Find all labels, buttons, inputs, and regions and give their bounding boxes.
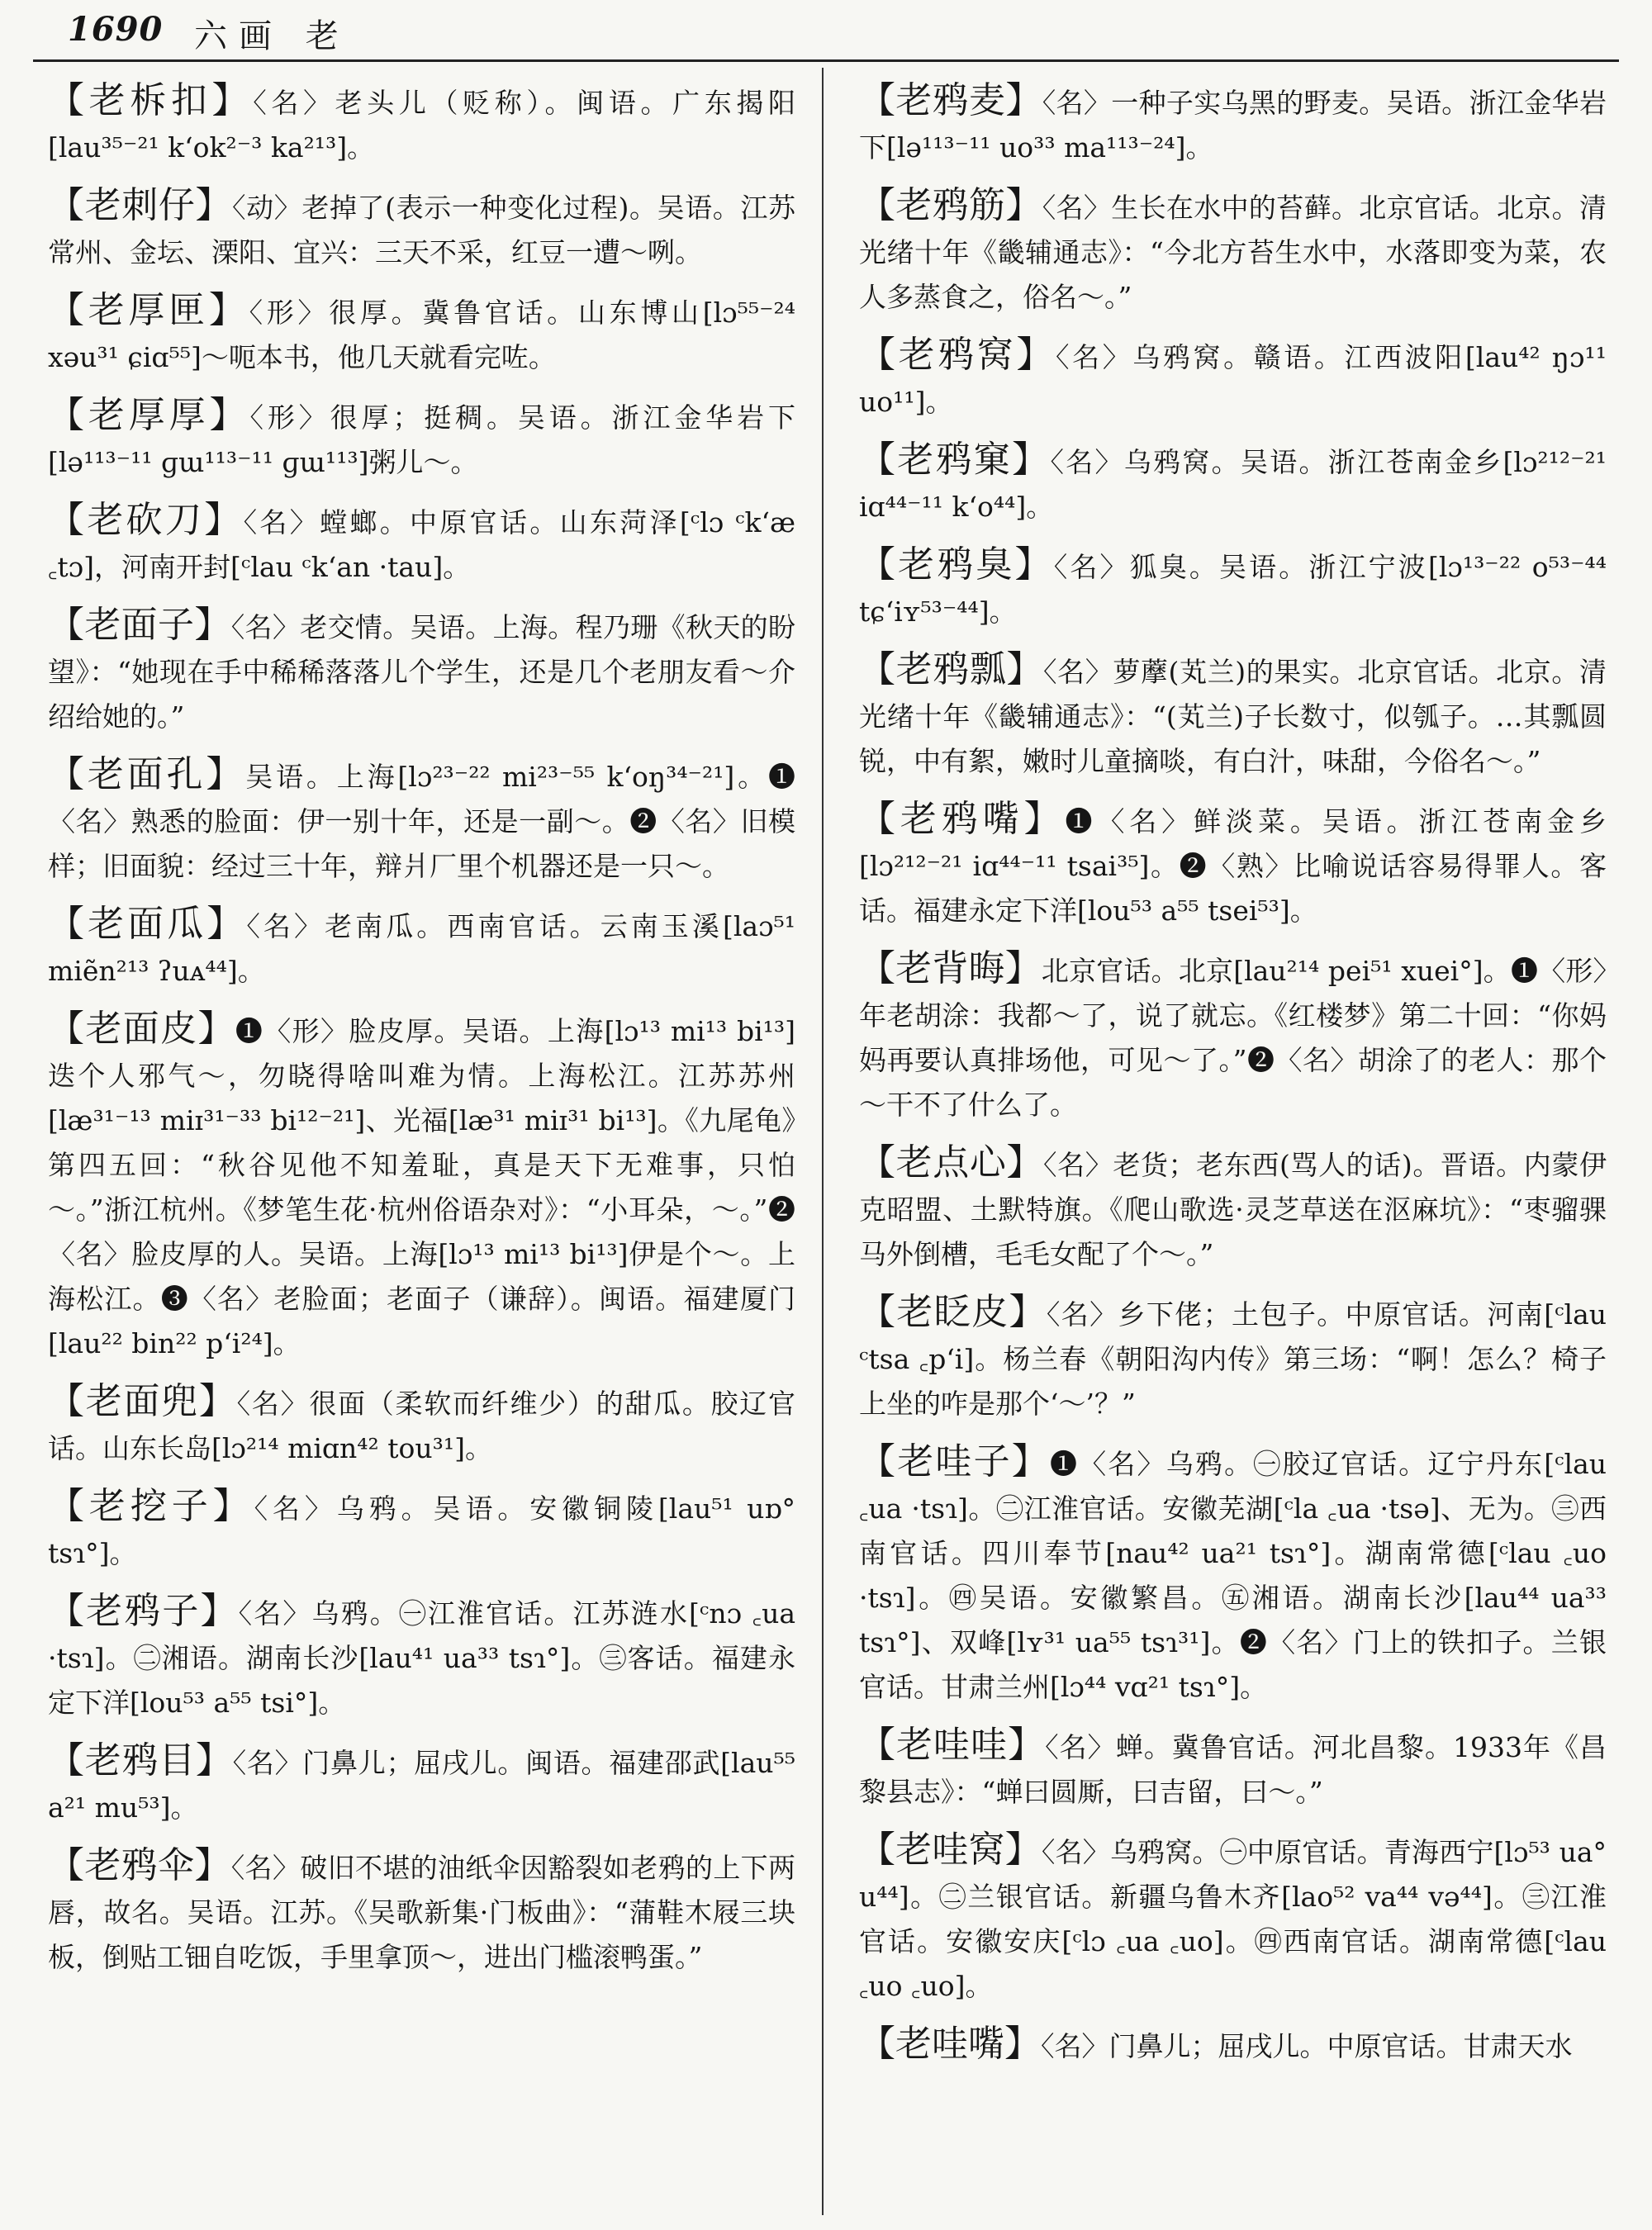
entry-text: 〈名〉一种子实乌黑的野麦。吴语。浙江金华岩下[lə¹¹³⁻¹¹ uo³³ ma¹¹³⁻²⁴]。 [859, 87, 1607, 164]
entry-headword: 【老砍刀】 [48, 499, 244, 541]
dictionary-entry [48, 1484, 795, 1576]
entry-headword: 【老眨皮】 [859, 1291, 1047, 1333]
entry-text: 〈动〉老掉了(表示一种变化过程)。吴语。江苏常州、金坛、溧阳、宜兴：三天不采，红豆一遭～咧。 [48, 192, 795, 268]
entry-text: 〈名〉老货；老东西(骂人的话)。晋语。内蒙伊克昭盟、土默特旗。《爬山歌选·灵芝草送在沤麻坑》：“枣骝骒马外倒槽，毛毛女配了个～。” [859, 1149, 1607, 1270]
entry-text: 〈名〉生长在水中的苔藓。北京官话。北京。清光绪十年《畿辅通志》：“今北方苔生水中，水落即变为菜，农人多蒸食之，俗名～。” [859, 192, 1607, 313]
entry-headword: 【老厚匣】 [48, 289, 249, 331]
entry-text: 〈形〉很厚；挺稠。吴语。浙江金华岩下[lə¹¹³⁻¹¹ ɡɯ¹¹³⁻¹¹ ɡɯ¹¹³]粥儿～。 [48, 401, 795, 478]
entry-headword: 【老鸦臭】 [859, 543, 1054, 586]
entry-headword: 【老鸦目】 [48, 1739, 233, 1782]
running-head: 六画 老 [194, 17, 350, 55]
dictionary-entry [859, 947, 1607, 1127]
entry-text: 〈名〉乌鸦。吴语。安徽铜陵[lau⁵¹ uɒ° tsɿ°]。 [48, 1492, 795, 1569]
entry-headword: 【老厚厚】 [48, 394, 250, 436]
dictionary-entry [859, 1828, 1607, 2009]
entry-headword: 【老面子】 [48, 604, 231, 646]
entry-text: 〈名〉乌鸦窝。赣语。江西波阳[lau⁴² ŋɔ¹¹ uo¹¹]。 [859, 341, 1607, 418]
entry-headword: 【老面瓜】 [48, 903, 247, 945]
entry-headword: 【老鸦麦】 [859, 79, 1042, 121]
entry-headword: 【老鸦嘴】 [859, 798, 1066, 840]
page-number: 1690 [68, 10, 164, 49]
dictionary-entry [48, 1007, 795, 1366]
dictionary-entry [859, 1141, 1607, 1277]
entry-headword: 【老哇窝】 [859, 1829, 1042, 1871]
entry-text: 〈名〉老南瓜。西南官话。云南玉溪[laɔ⁵¹ miẽn²¹³ ʔuᴀ⁴⁴]。 [48, 910, 795, 987]
entry-headword: 【老鸦子】 [48, 1590, 239, 1632]
entry-headword: 【老刺仔】 [48, 184, 233, 226]
dictionary-entry [48, 183, 795, 275]
dictionary-entry [48, 498, 795, 590]
entry-headword: 【老面皮】 [48, 1008, 235, 1050]
left-column [48, 78, 795, 2218]
dictionary-entry [859, 183, 1607, 320]
entry-text: 〈名〉门鼻儿；屈戌儿。闽语。福建邵武[lau⁵⁵ a²¹ mu⁵³]。 [48, 1747, 795, 1824]
dictionary-entry [859, 648, 1607, 784]
entry-text: 〈名〉乌鸦窝。吴语。浙江苍南金乡[lɔ²¹²⁻²¹ iɑ⁴⁴⁻¹¹ k‘o⁴⁴]。 [859, 446, 1607, 523]
dictionary-entry [859, 797, 1607, 933]
entry-text: 〈名〉门鼻儿；屈戌儿。中原官话。甘肃天水 [1041, 2030, 1573, 2062]
dictionary-entry [48, 1379, 795, 1471]
dictionary-entry [48, 902, 795, 994]
entry-headword: 【老挖子】 [48, 1485, 254, 1527]
dictionary-entry [48, 603, 795, 739]
entry-headword: 【老点心】 [859, 1141, 1044, 1184]
entry-text: 〈名〉乌鸦窝。㊀中原官话。青海西宁[lɔ⁵³ ua° u⁴⁴]。㊁兰银官话。新疆乌鲁木齐[lao⁵² va⁴⁴ və⁴⁴]。㊂江淮官话。安徽安庆[ᶜlɔ ꜀ua ꜀uo]。㊃西南官话。湖南常德[ᶜlau ꜀uo ꜀uo]。 [859, 1836, 1607, 2002]
entry-text: 〈名〉很面（柔软而纤维少）的甜瓜。胶辽官话。山东长岛[lɔ²¹⁴ miɑn⁴² tou³¹]。 [48, 1388, 795, 1464]
entry-text: 〈名〉狐臭。吴语。浙江宁波[lɔ¹³⁻²² o⁵³⁻⁴⁴ tɕ‘iʏ⁵³⁻⁴⁴]。 [859, 551, 1607, 628]
entry-text: 〈名〉乌鸦。㊀江淮官话。江苏涟水[ᶜnɔ ꜀ua ·tsɿ]。㊁湘语。湖南长沙[lau⁴¹ ua³³ tsɿ°]。㊂客话。福建永定下洋[lou⁵³ a⁵⁵ tsi°]。 [48, 1597, 795, 1719]
dictionary-entry [859, 1290, 1607, 1426]
entry-headword: 【老哇嘴】 [859, 2023, 1041, 2065]
dictionary-entry [859, 543, 1607, 634]
page-header [33, 0, 1619, 62]
entry-text: ❶〈形〉脸皮厚。吴语。上海[lɔ¹³ mi¹³ bi¹³]迭个人邪气～，勿晓得啥叫难为情。上海松江。江苏苏州[læ³¹⁻¹³ miɪ³¹⁻³³ bi¹²⁻²¹]、光福[læ³¹ miɪ³¹ bi¹³]。《九尾龟》第四五回：“秋谷见他不知羞耻，真是天下无难事，只怕～。”浙江杭州。《梦笔生花·杭州俗语杂对》：“小耳朵，～。”❷〈名〉脸皮厚的人。吴语。上海[lɔ¹³ mi¹³ bi¹³]伊是个～。上海松江。❸〈名〉老脸面；老面子（谦辞）。闽语。福建厦门[lau²² bin²² p‘i²⁴]。 [48, 1015, 795, 1359]
dictionary-entry [859, 78, 1607, 170]
dictionary-entry [48, 752, 795, 889]
dictionary-entry [859, 1440, 1607, 1710]
entry-headword: 【老哇哇】 [859, 1724, 1046, 1766]
entry-text: 〈名〉老头儿（贬称）。闽语。广东揭阳[lau³⁵⁻²¹ k‘ok²⁻³ ka²¹³]。 [48, 87, 795, 164]
dictionary-entry [48, 288, 795, 380]
dictionary-entry [48, 393, 795, 485]
entry-headword: 【老哇子】 [859, 1440, 1050, 1483]
entry-text: 〈名〉蝉。冀鲁官话。河北昌黎。1933年《昌黎县志》：“蝉曰圆厮，曰吉留，曰～。” [859, 1731, 1607, 1808]
dictionary-entry [859, 438, 1607, 529]
dictionary-entry [48, 78, 795, 170]
entry-headword: 【老背晦】 [859, 947, 1042, 989]
entry-text: 吴语。上海[lɔ²³⁻²² mi²³⁻⁵⁵ k‘oŋ³⁴⁻²¹]。❶〈名〉熟悉的脸面：伊一别十年，还是一副～。❷〈名〉旧模样；旧面貌：经过三十年，辩爿厂里个机器还是一只～。 [48, 761, 795, 882]
dictionary-entry [48, 1589, 795, 1725]
entry-headword: 【老鸦窝】 [859, 334, 1056, 376]
entry-text: ❶〈名〉乌鸦。㊀胶辽官话。辽宁丹东[ᶜlau ꜀ua ·tsɿ]。㊁江淮官话。安徽芜湖[ᶜla ꜀ua ·tsə]、无为。㊂西南官话。四川奉节[nau⁴² ua²¹ tsɿ°]。湖南常德[ᶜlau ꜀uo ·tsɿ]。㊃吴语。安徽繁昌。㊄湘语。湖南长沙[lau⁴⁴ ua³³ tsɿ°]、双峰[lʏ³¹ ua⁵⁵ tsɿ³¹]。❷〈名〉门上的铁扣子。兰银官话。甘肃兰州[lɔ⁴⁴ vɑ²¹ tsɿ°]。 [859, 1448, 1607, 1703]
dictionary-entry [859, 1723, 1607, 1815]
entry-text: 〈形〉很厚。冀鲁官话。山东博山[lɔ⁵⁵⁻²⁴ xəu³¹ ɕiɑ⁵⁵]～呃本书，他几天就看完咗。 [48, 297, 795, 373]
entry-headword: 【老柝扣】 [48, 79, 254, 121]
dictionary-entry [859, 333, 1607, 425]
entry-text: 〈名〉乡下佬；土包子。中原官话。河南[ᶜlau ᶜtsa ꜀p‘i]。杨兰春《朝阳沟内传》第三场：“啊！怎么？椅子上坐的咋是那个‘～’？” [859, 1298, 1607, 1420]
dictionary-entry [48, 1739, 795, 1830]
entry-text: 〈名〉老交情。吴语。上海。程乃珊《秋天的盼望》：“她现在手中稀稀落落儿个学生，还是几个老朋友看～介绍给她的。” [48, 611, 795, 733]
column-divider [822, 68, 824, 2215]
right-column [859, 78, 1607, 2218]
dictionary-entry [859, 2022, 1607, 2069]
entry-text: 〈名〉破旧不堪的油纸伞因豁裂如老鸦的上下两唇，故名。吴语。江苏。《吴歌新集·门板曲》：“蒲鞋木屐三块板，倒贴工钿自吃饭，手里拿顶～，进出门槛滚鸭蛋。” [48, 1852, 795, 1973]
entry-text: 〈名〉螳螂。中原官话。山东菏泽[ᶜlɔ ᶜk‘æ ꜀tɔ]，河南开封[ᶜlau ᶜk‘an ·tau]。 [48, 506, 795, 583]
entry-headword: 【老鸦伞】 [48, 1844, 231, 1886]
entry-headword: 【老面孔】 [48, 753, 246, 795]
entry-text: 北京官话。北京[lau²¹⁴ pei⁵¹ xuei°]。❶〈形〉年老胡涂：我都～了，说了就忘。《红楼梦》第二十回：“你妈妈再要认真排场他，可见～了。”❷〈名〉胡涂了的老人：那个～干不了什么了。 [859, 955, 1607, 1121]
entry-headword: 【老鸦瓢】 [859, 648, 1044, 690]
dictionary-entry [48, 1843, 795, 1980]
entry-headword: 【老鸦窠】 [859, 439, 1051, 481]
entry-text: ❶〈名〉鲜淡菜。吴语。浙江苍南金乡[lɔ²¹²⁻²¹ iɑ⁴⁴⁻¹¹ tsai³⁵]。❷〈熟〉比喻说话容易得罪人。客话。福建永定下洋[lou⁵³ a⁵⁵ tsei⁵³]。 [859, 805, 1607, 927]
entry-text: 〈名〉萝藦(芄兰)的果实。北京官话。北京。清光绪十年《畿辅通志》：“(芄兰)子长数寸，似瓠子。…其瓢圆锐，中有絮，嫩时儿童摘啖，有白汁，味甜，今俗名～。” [859, 656, 1607, 777]
entry-headword: 【老鸦筋】 [859, 184, 1042, 226]
entry-headword: 【老面兜】 [48, 1380, 237, 1422]
